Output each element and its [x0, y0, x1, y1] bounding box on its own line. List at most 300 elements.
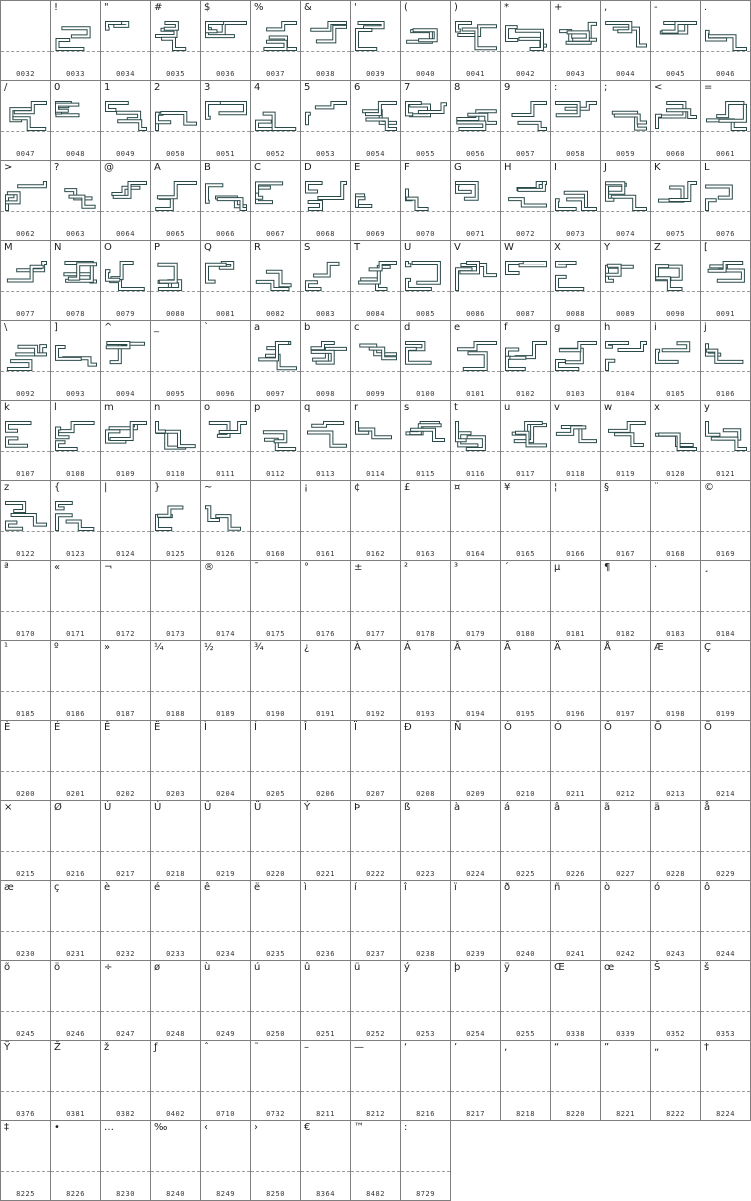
glyph-cell[interactable] [551, 1041, 601, 1121]
glyph-stroke-outline [13, 515, 45, 525]
glyph-cell[interactable] [351, 1041, 401, 1121]
glyph-cell[interactable] [401, 881, 451, 961]
glyph-code-label: 0038 [316, 70, 335, 78]
glyph-cell[interactable] [201, 721, 251, 801]
glyph-cell[interactable] [551, 1, 601, 81]
glyph-cell[interactable] [501, 561, 551, 641]
glyph-cell[interactable] [101, 641, 151, 721]
glyph-preview [705, 419, 747, 451]
glyph-cell[interactable] [401, 161, 451, 241]
glyph-cell[interactable] [351, 881, 401, 961]
glyph-cell[interactable] [651, 1, 701, 81]
glyph-cell[interactable] [301, 721, 351, 801]
glyph-cell[interactable] [51, 561, 101, 641]
glyph-cell[interactable] [451, 561, 501, 641]
glyph-cell[interactable] [51, 321, 101, 401]
glyph-baseline [301, 1011, 350, 1012]
glyph-cell[interactable] [601, 161, 651, 241]
glyph-code-label: 0081 [216, 310, 235, 318]
glyph-cell[interactable] [1, 1, 51, 81]
glyph-cell[interactable] [701, 401, 751, 481]
glyph-cell[interactable] [601, 1041, 651, 1121]
glyph-cell[interactable] [1, 401, 51, 481]
glyph-cell[interactable] [451, 881, 501, 961]
glyph-cell[interactable] [251, 801, 301, 881]
glyph-char-label: Ž [54, 1042, 61, 1053]
glyph-cell[interactable] [551, 641, 601, 721]
glyph-cell[interactable] [401, 961, 451, 1041]
glyph-cell[interactable] [301, 401, 351, 481]
glyph-cell[interactable] [501, 961, 551, 1041]
glyph-char-label: k [4, 402, 10, 413]
glyph-cell[interactable] [151, 721, 201, 801]
glyph-cell[interactable] [1, 241, 51, 321]
glyph-char-label: å [704, 802, 711, 813]
glyph-cell[interactable] [51, 721, 101, 801]
glyph-preview [155, 99, 197, 131]
glyph-cell[interactable] [601, 321, 651, 401]
glyph-cell[interactable] [201, 801, 251, 881]
glyph-cell[interactable] [201, 961, 251, 1041]
glyph-cell[interactable] [651, 801, 701, 881]
glyph-code-label: 0096 [216, 390, 235, 398]
glyph-code-label: 0095 [166, 390, 185, 398]
glyph-cell[interactable] [1, 561, 51, 641]
glyph-cell[interactable] [601, 241, 651, 321]
glyph-char-label: N [54, 242, 62, 253]
glyph-cell[interactable] [701, 641, 751, 721]
glyph-cell[interactable] [651, 161, 701, 241]
glyph-preview [355, 339, 397, 371]
glyph-cell[interactable] [601, 481, 651, 561]
glyph-cell[interactable] [201, 1121, 251, 1201]
glyph-code-label: 0108 [66, 470, 85, 478]
glyph-cell[interactable] [451, 161, 501, 241]
glyph-stroke-inner [458, 123, 484, 130]
glyph-code-label: 0171 [66, 630, 85, 638]
glyph-stroke-outline [57, 347, 80, 359]
glyph-cell[interactable] [501, 401, 551, 481]
glyph-cell[interactable] [301, 561, 351, 641]
glyph-cell[interactable] [701, 321, 751, 401]
glyph-cell[interactable] [651, 81, 701, 161]
glyph-baseline [1, 531, 50, 532]
glyph-cell[interactable] [351, 1, 401, 81]
glyph-cell[interactable] [1, 961, 51, 1041]
glyph-cell[interactable] [1, 1041, 51, 1121]
glyph-cell[interactable] [451, 641, 501, 721]
glyph-cell[interactable] [701, 1041, 751, 1121]
glyph-cell[interactable] [1, 721, 51, 801]
glyph-cell[interactable] [401, 241, 451, 321]
glyph-cell[interactable] [151, 1041, 201, 1121]
glyph-code-label: 0226 [566, 870, 585, 878]
glyph-baseline [251, 371, 300, 372]
glyph-cell[interactable] [601, 561, 651, 641]
glyph-preview [505, 419, 547, 451]
glyph-cell[interactable] [451, 401, 501, 481]
glyph-stroke-outline [507, 27, 516, 40]
glyph-code-label: 0352 [666, 1030, 685, 1038]
glyph-cell[interactable] [51, 241, 101, 321]
glyph-cell[interactable] [401, 81, 451, 161]
glyph-cell[interactable] [651, 1041, 701, 1121]
glyph-cell[interactable] [51, 961, 101, 1041]
glyph-cell[interactable] [201, 561, 251, 641]
glyph-cell[interactable] [251, 561, 301, 641]
glyph-cell[interactable] [251, 241, 301, 321]
glyph-cell[interactable] [401, 641, 451, 721]
glyph-baseline [1, 1011, 50, 1012]
glyph-cell[interactable] [101, 961, 151, 1041]
glyph-cell[interactable] [151, 81, 201, 161]
glyph-cell[interactable] [351, 1121, 401, 1201]
glyph-cell[interactable] [501, 241, 551, 321]
glyph-cell[interactable] [301, 881, 351, 961]
glyph-cell[interactable] [101, 161, 151, 241]
glyph-char-label: ] [54, 322, 58, 333]
glyph-cell[interactable] [101, 481, 151, 561]
glyph-cell[interactable] [51, 401, 101, 481]
glyph-cell[interactable] [251, 961, 301, 1041]
glyph-cell[interactable] [51, 801, 101, 881]
glyph-baseline [401, 51, 450, 52]
glyph-cell[interactable] [101, 561, 151, 641]
glyph-code-label: 0205 [266, 790, 285, 798]
glyph-cell[interactable] [251, 81, 301, 161]
glyph-stroke-inner [207, 103, 226, 118]
glyph-baseline [1, 131, 50, 132]
glyph-cell[interactable] [651, 961, 701, 1041]
glyph-preview [155, 19, 197, 51]
glyph-cell[interactable] [351, 161, 401, 241]
glyph-cell[interactable] [601, 401, 651, 481]
glyph-cell[interactable] [51, 481, 101, 561]
glyph-cell[interactable] [651, 481, 701, 561]
glyph-cell[interactable] [551, 401, 601, 481]
glyph-cell[interactable] [401, 1041, 451, 1121]
glyph-cell[interactable] [701, 481, 751, 561]
glyph-cell[interactable] [201, 81, 251, 161]
glyph-cell[interactable] [651, 641, 701, 721]
glyph-cell[interactable] [701, 801, 751, 881]
glyph-baseline [201, 691, 250, 692]
glyph-cell[interactable] [551, 561, 601, 641]
glyph-cell[interactable] [151, 1, 201, 81]
glyph-cell[interactable] [351, 401, 401, 481]
glyph-cell[interactable] [1, 161, 51, 241]
glyph-cell[interactable] [301, 961, 351, 1041]
glyph-cell[interactable] [51, 881, 101, 961]
glyph-code-label: 0068 [316, 230, 335, 238]
glyph-cell[interactable] [301, 321, 351, 401]
glyph-cell[interactable] [651, 561, 701, 641]
glyph-baseline [601, 771, 650, 772]
glyph-cell[interactable] [401, 1, 451, 81]
glyph-cell[interactable] [1, 1121, 51, 1201]
glyph-code-label: 8216 [416, 1110, 435, 1118]
glyph-cell[interactable] [701, 881, 751, 961]
glyph-cell[interactable] [151, 241, 201, 321]
glyph-cell[interactable] [501, 801, 551, 881]
glyph-cell[interactable] [51, 81, 101, 161]
glyph-preview [355, 259, 397, 291]
glyph-preview [5, 259, 47, 291]
glyph-code-label: 0106 [716, 390, 735, 398]
glyph-cell[interactable] [451, 81, 501, 161]
glyph-cell[interactable] [201, 161, 251, 241]
glyph-cell[interactable] [451, 801, 501, 881]
glyph-preview [205, 99, 247, 131]
glyph-code-label: 0196 [566, 710, 585, 718]
glyph-cell[interactable] [701, 81, 751, 161]
glyph-cell[interactable] [201, 881, 251, 961]
glyph-cell[interactable] [701, 561, 751, 641]
glyph-baseline [151, 851, 200, 852]
glyph-cell[interactable] [301, 801, 351, 881]
glyph-cell[interactable] [201, 321, 251, 401]
glyph-cell[interactable] [1, 881, 51, 961]
glyph-code-label: 8240 [166, 1190, 185, 1198]
glyph-cell[interactable] [551, 881, 601, 961]
glyph-cell[interactable] [651, 881, 701, 961]
glyph-cell[interactable] [251, 1121, 301, 1201]
glyph-cell[interactable] [451, 721, 501, 801]
glyph-cell[interactable] [501, 721, 551, 801]
glyph-cell[interactable] [501, 81, 551, 161]
glyph-cell[interactable] [101, 1, 151, 81]
glyph-cell[interactable] [501, 161, 551, 241]
glyph-cell[interactable] [301, 481, 351, 561]
glyph-stroke-outline [7, 503, 24, 511]
glyph-cell[interactable] [251, 721, 301, 801]
glyph-cell[interactable] [651, 321, 701, 401]
glyph-baseline [501, 531, 550, 532]
glyph-cell[interactable] [451, 1, 501, 81]
glyph-code-label: 0044 [616, 70, 635, 78]
glyph-cell[interactable] [551, 161, 601, 241]
glyph-char-label: o [204, 402, 211, 413]
glyph-cell[interactable] [601, 81, 651, 161]
glyph-cell[interactable] [401, 321, 451, 401]
glyph-cell[interactable] [101, 1041, 151, 1121]
glyph-baseline [551, 131, 600, 132]
glyph-cell[interactable] [401, 721, 451, 801]
glyph-stroke-inner [517, 343, 545, 357]
glyph-cell[interactable] [251, 1, 301, 81]
glyph-cell[interactable] [251, 161, 301, 241]
glyph-cell[interactable] [101, 801, 151, 881]
glyph-cell[interactable] [51, 641, 101, 721]
glyph-preview [655, 419, 697, 451]
glyph-cell[interactable] [401, 801, 451, 881]
glyph-cell[interactable] [351, 561, 401, 641]
glyph-cell[interactable] [1, 321, 51, 401]
glyph-cell[interactable] [451, 1041, 501, 1121]
glyph-cell[interactable] [551, 81, 601, 161]
glyph-baseline [401, 1171, 450, 1172]
glyph-cell[interactable] [151, 161, 201, 241]
glyph-baseline [251, 1011, 300, 1012]
glyph-cell[interactable] [151, 961, 201, 1041]
glyph-code-label: 0402 [166, 1110, 185, 1118]
glyph-cell[interactable] [151, 321, 201, 401]
glyph-cell[interactable] [251, 481, 301, 561]
glyph-preview [455, 339, 497, 371]
glyph-cell[interactable] [201, 1041, 251, 1121]
glyph-cell[interactable] [101, 881, 151, 961]
glyph-code-label: 0066 [216, 230, 235, 238]
glyph-cell[interactable] [51, 1, 101, 81]
glyph-cell[interactable] [551, 801, 601, 881]
glyph-cell[interactable] [351, 241, 401, 321]
glyph-cell[interactable] [651, 721, 701, 801]
glyph-cell[interactable] [151, 401, 201, 481]
glyph-cell[interactable] [201, 481, 251, 561]
glyph-baseline [351, 51, 400, 52]
glyph-cell[interactable] [1, 481, 51, 561]
glyph-cell[interactable] [301, 161, 351, 241]
glyph-cell[interactable] [601, 881, 651, 961]
glyph-cell[interactable] [151, 801, 201, 881]
glyph-cell[interactable] [201, 1, 251, 81]
glyph-cell[interactable] [501, 641, 551, 721]
glyph-preview [255, 179, 297, 211]
glyph-cell[interactable] [201, 401, 251, 481]
glyph-char-label: ƒ [154, 1042, 158, 1053]
glyph-cell[interactable] [101, 321, 151, 401]
glyph-cell[interactable] [551, 241, 601, 321]
glyph-cell[interactable] [701, 241, 751, 321]
glyph-cell[interactable] [351, 961, 401, 1041]
glyph-char-label: b [304, 322, 311, 333]
glyph-cell[interactable] [401, 561, 451, 641]
glyph-char-label: ( [404, 2, 408, 13]
glyph-cell[interactable] [101, 81, 151, 161]
glyph-char-label: Š [654, 962, 661, 973]
glyph-cell[interactable] [101, 1121, 151, 1201]
glyph-stroke-outline [557, 277, 582, 289]
glyph-baseline [401, 1091, 450, 1092]
glyph-cell[interactable] [401, 401, 451, 481]
glyph-cell[interactable] [701, 961, 751, 1041]
glyph-char-label: ’ [454, 1042, 458, 1053]
glyph-cell[interactable] [251, 641, 301, 721]
glyph-char-label: ¶ [604, 562, 611, 573]
glyph-cell[interactable] [51, 1041, 101, 1121]
glyph-cell[interactable] [501, 881, 551, 961]
glyph-cell[interactable] [101, 241, 151, 321]
glyph-cell[interactable] [701, 721, 751, 801]
glyph-cell[interactable] [201, 641, 251, 721]
glyph-cell[interactable] [601, 1, 651, 81]
glyph-code-label: 0111 [216, 470, 235, 478]
glyph-char-label: l [54, 402, 57, 413]
glyph-cell[interactable] [451, 481, 501, 561]
glyph-cell[interactable] [401, 481, 451, 561]
glyph-cell[interactable] [551, 961, 601, 1041]
glyph-preview [5, 499, 47, 531]
glyph-baseline [201, 531, 250, 532]
glyph-cell[interactable] [601, 721, 651, 801]
glyph-cell[interactable] [401, 1121, 451, 1201]
glyph-cell[interactable] [301, 1121, 351, 1201]
glyph-cell[interactable] [301, 1041, 351, 1121]
glyph-code-label: 0232 [116, 950, 135, 958]
glyph-cell[interactable] [351, 321, 401, 401]
glyph-cell[interactable] [351, 801, 401, 881]
glyph-cell[interactable] [151, 481, 201, 561]
glyph-stroke-outline [63, 28, 88, 36]
glyph-cell[interactable] [101, 721, 151, 801]
glyph-cell[interactable] [601, 801, 651, 881]
glyph-cell[interactable] [701, 1, 751, 81]
glyph-cell[interactable] [351, 81, 401, 161]
glyph-cell[interactable] [301, 1, 351, 81]
glyph-char-label: s [404, 402, 410, 413]
glyph-cell[interactable] [201, 241, 251, 321]
glyph-cell[interactable] [451, 321, 501, 401]
glyph-cell[interactable] [151, 641, 201, 721]
glyph-cell[interactable] [351, 481, 401, 561]
glyph-cell[interactable] [301, 81, 351, 161]
glyph-cell[interactable] [101, 401, 151, 481]
glyph-cell[interactable] [301, 641, 351, 721]
glyph-cell[interactable] [301, 241, 351, 321]
glyph-baseline [501, 51, 550, 52]
glyph-cell[interactable] [1, 81, 51, 161]
glyph-cell[interactable] [151, 881, 201, 961]
glyph-cell[interactable] [551, 721, 601, 801]
glyph-cell[interactable] [451, 961, 501, 1041]
glyph-baseline [101, 291, 150, 292]
glyph-cell[interactable] [651, 401, 701, 481]
glyph-cell[interactable] [351, 641, 401, 721]
glyph-cell[interactable] [651, 241, 701, 321]
glyph-cell[interactable] [351, 721, 401, 801]
glyph-cell[interactable] [51, 161, 101, 241]
glyph-cell[interactable] [501, 1041, 551, 1121]
glyph-baseline [351, 291, 400, 292]
glyph-baseline [601, 131, 650, 132]
glyph-cell[interactable] [1, 801, 51, 881]
glyph-cell[interactable] [51, 1121, 101, 1201]
glyph-cell[interactable] [451, 241, 501, 321]
glyph-cell[interactable] [701, 161, 751, 241]
glyph-char-label: H [504, 162, 512, 173]
glyph-cell[interactable] [551, 321, 601, 401]
glyph-cell[interactable] [601, 961, 651, 1041]
glyph-cell[interactable] [501, 481, 551, 561]
glyph-cell[interactable] [551, 481, 601, 561]
glyph-char-label: t [454, 402, 458, 413]
glyph-char-label: × [4, 802, 13, 813]
glyph-cell[interactable] [251, 881, 301, 961]
glyph-cell[interactable] [251, 321, 301, 401]
glyph-char-label: p [254, 402, 261, 413]
glyph-cell[interactable] [251, 401, 301, 481]
glyph-baseline [701, 451, 750, 452]
glyph-preview [555, 19, 597, 51]
glyph-cell[interactable] [251, 1041, 301, 1121]
glyph-cell[interactable] [501, 321, 551, 401]
glyph-cell[interactable] [151, 1121, 201, 1201]
glyph-cell[interactable] [601, 641, 651, 721]
glyph-preview [705, 179, 747, 211]
glyph-cell[interactable] [1, 641, 51, 721]
glyph-cell[interactable] [501, 1, 551, 81]
glyph-cell[interactable] [151, 561, 201, 641]
